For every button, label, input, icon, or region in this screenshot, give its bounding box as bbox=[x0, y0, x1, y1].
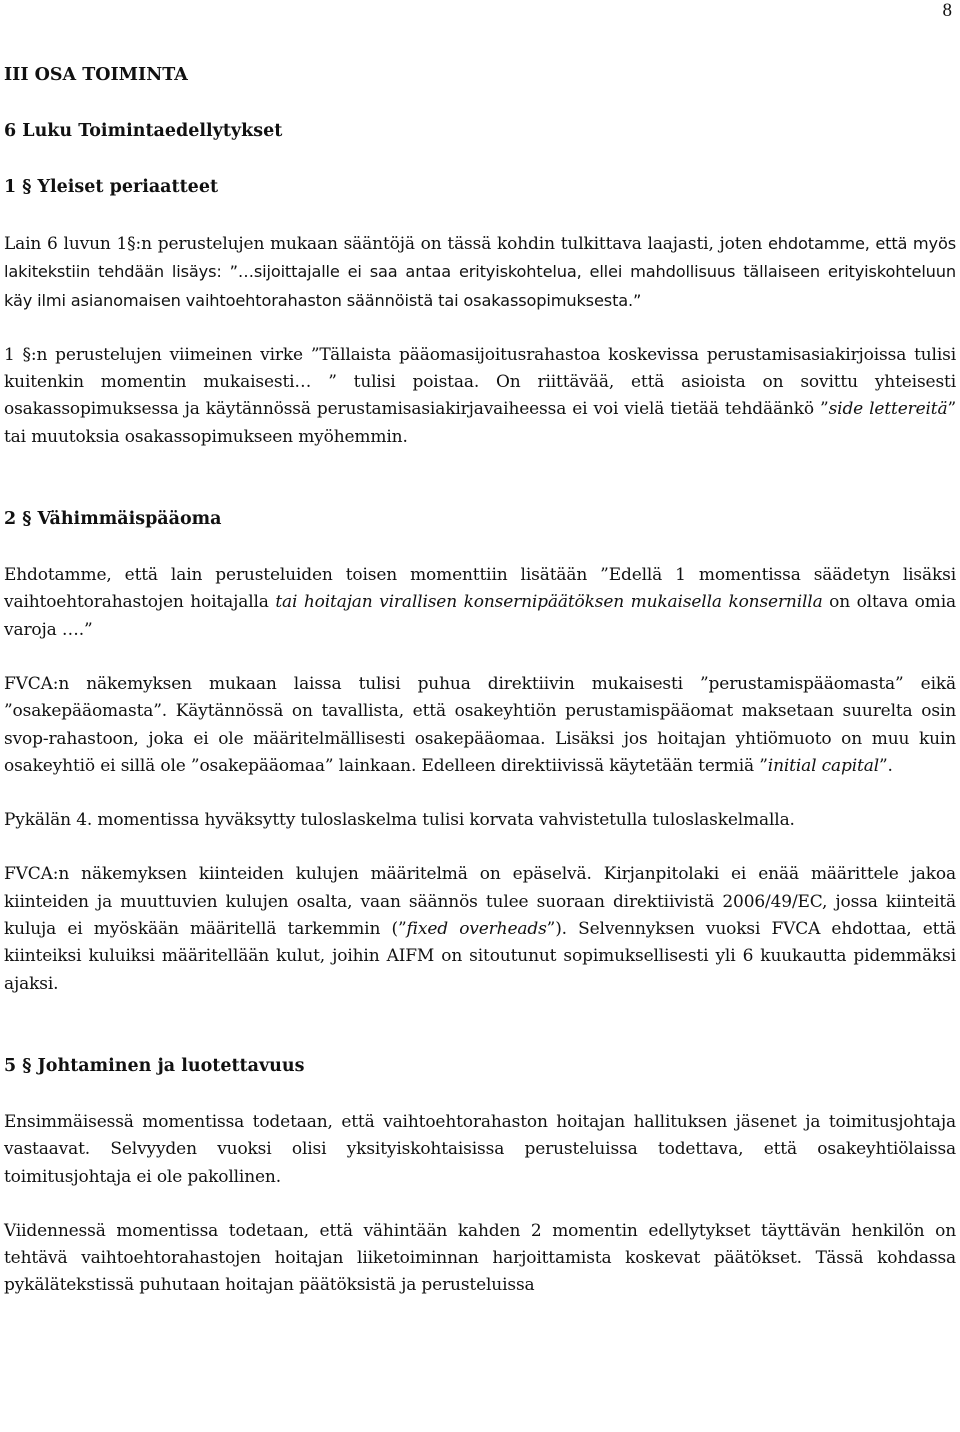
page-number: 8 bbox=[942, 0, 952, 21]
section-2-heading: 2 § Vähimmäispääoma bbox=[4, 509, 222, 530]
paragraph-text: Ehdotamme, että lain perusteluiden toisen momenttiin lisätään ”Edellä 1 momentissa säädetyn lisäksi vaihtoehtorahastojen hoitajalla bbox=[4, 565, 956, 613]
paragraph-text: ehdotamme, että myös lakitekstiin tehdään lisäys: ”…sijoittajalle ei saa antaa erityiskohtelua, ellei mahdollisuus tällaiseen erityiskohteluun käy ilmi asianomaisen vaihtoehtorahaston säännöistä tai osakassopimuksesta.” bbox=[4, 234, 956, 310]
paragraph-text: on oltava omia varoja ….” bbox=[4, 592, 956, 640]
paragraph-text: ”). Selvennyksen vuoksi FVCA ehdottaa, että kiinteiksi kuluiksi määritellään kulut, joihin AIFM on sitoutunut sopimuksellisesti yli 6 kuukautta pidemmäksi ajaksi. bbox=[4, 919, 956, 994]
section-1-paragraph-2 bbox=[4, 342, 956, 451]
section-2-paragraph-1 bbox=[4, 562, 956, 644]
emphasis-text: initial capital bbox=[767, 755, 879, 776]
section-1-paragraph-1 bbox=[4, 230, 956, 315]
section-5-paragraph-1: Ensimmäisessä momentissa todetaan, että vaihtoehtorahaston hoitajan hallituksen jäsenet ja toimitusjohtaja vastaavat. Selvyyden vuoksi olisi yksityiskohtaisissa perusteluissa todettava, että osakeyhtiölaissa toimitusjohtaja ei ole pakollinen. bbox=[4, 1111, 956, 1187]
section-5-paragraph-2: Viidennessä momentissa todetaan, että vähintään kahden 2 momentin edellytykset täyttävän henkilön on tehtävä vaihtoehtorahastojen hoitajan liiketoiminnan harjoittamista koskevat päätökset. Tässä kohdassa pykälätekstissä puhutaan hoitajan päätöksistä ja perusteluissa bbox=[4, 1220, 956, 1296]
emphasis-text: fixed overheads bbox=[406, 919, 547, 940]
part-heading: III OSA TOIMINTA bbox=[4, 65, 188, 85]
section-1-heading: 1 § Yleiset periaatteet bbox=[4, 177, 219, 197]
emphasis-text: tai hoitajan virallisen konsernipäätöksen mukaisella konsernilla bbox=[275, 592, 823, 613]
paragraph-text: FVCA:n näkemyksen mukaan laissa tulisi puhua direktiivin mukaisesti ”perustamispääomasta” eikä ”osakepääomasta”. Käytännössä on tavallista, että osakeyhtiön perustamispääomat maksetaan suurelta osin svop-rahastoon, joka ei ole määritelmällisesti osakepääomaa. Lisäksi jos hoitajan yhtiömuoto on muu kuin osakeyhtiö ei sillä ole ”osakepääomaa” lainkaan. Edelleen direktiivissä käytetään termiä ” bbox=[4, 673, 956, 776]
document-body bbox=[4, 62, 956, 1300]
paragraph-text: ”. bbox=[878, 755, 893, 776]
paragraph-text: Lain 6 luvun 1§:n perustelujen mukaan sääntöjä on tässä kohdin tulkittava laajasti, joten bbox=[4, 234, 768, 254]
section-2-paragraph-2 bbox=[4, 671, 956, 780]
section-2-paragraph-3: Pykälän 4. momentissa hyväksytty tuloslaskelma tulisi korvata vahvistetulla tuloslaskelmalla. bbox=[4, 810, 795, 831]
section-5-heading: 5 § Johtaminen ja luotettavuus bbox=[4, 1055, 305, 1076]
paragraph-text: FVCA:n näkemyksen kiinteiden kulujen määritelmä on epäselvä. Kirjanpitolaki ei enää määrittele jakoa kiinteiden ja muuttuvien kulujen osalta, vaan säännös tulee suoraan direktiivistä 2006/49/EC, jossa kiinteitä kuluja ei myöskään määritellä tarkemmin (” bbox=[4, 864, 956, 940]
chapter-heading: 6 Luku Toimintaedellytykset bbox=[4, 121, 283, 141]
paragraph-text: ” tai muutoksia osakassopimukseen myöhemmin. bbox=[4, 399, 956, 447]
section-2-paragraph-4 bbox=[4, 861, 956, 997]
emphasis-text: side lettereitä bbox=[828, 399, 948, 420]
paragraph-text: 1 §:n perustelujen viimeinen virke ”Tällaista pääomasijoitusrahastoa koskevissa perustamisasiakirjoissa tulisi kuitenkin momentin mukaisesti… ” tulisi poistaa. On riittävää, että asioista on sovittu yhteisesti osakassopimuksessa ja käytännössä perustamisasiakirjavaiheessa ei voi vielä tietää tehdäänkö ” bbox=[4, 344, 956, 420]
